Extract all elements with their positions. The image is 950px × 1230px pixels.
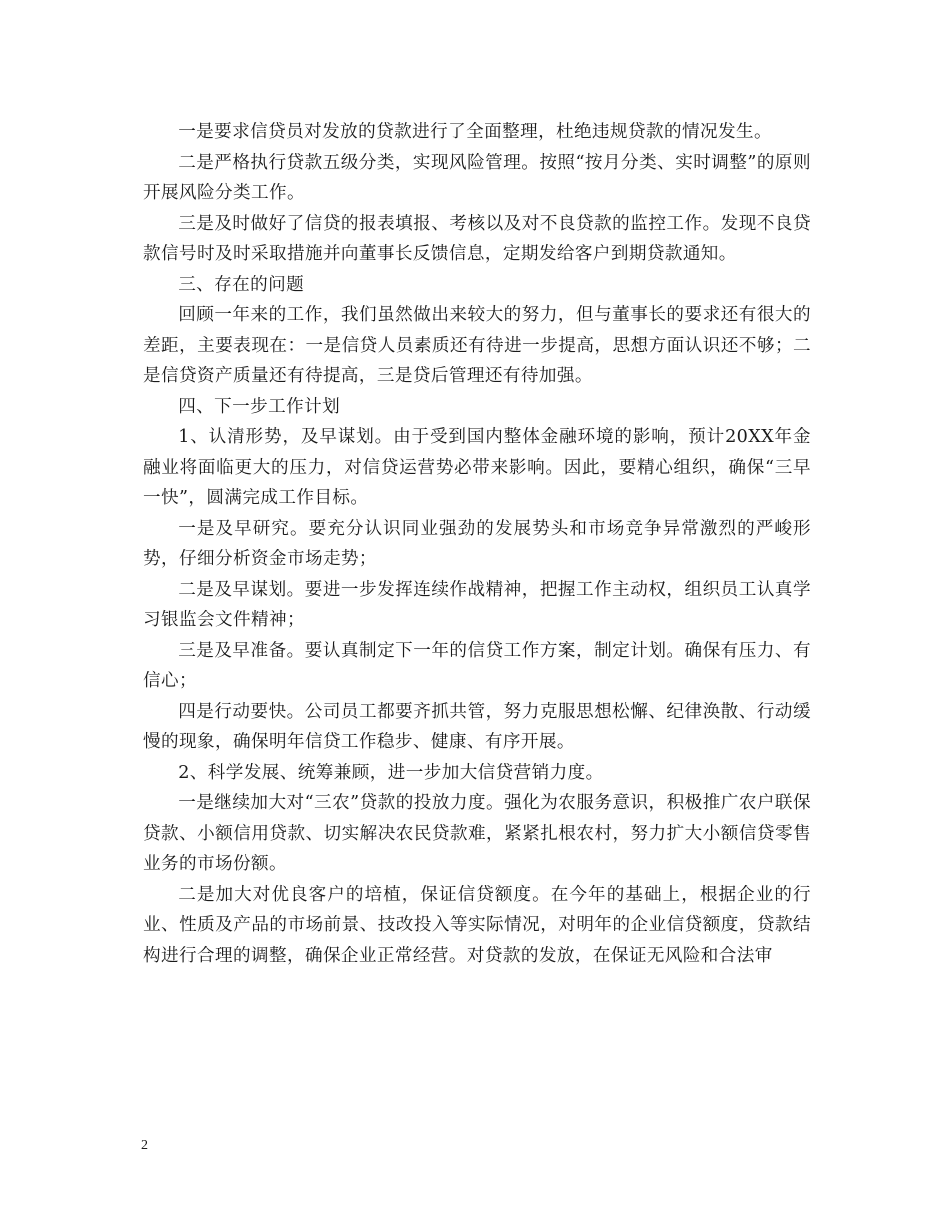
paragraph-14: 二是加大对优良客户的培植，保证信贷额度。在今年的基础上，根据企业的行业、性质及产品的市场前景、技改投入等实际情况，对明年的企业信贷额度，贷款结构进行合理的调整，确保企业正常经营。对贷款的发放，在保证无风险和合法审 [143,884,811,966]
page-number: 2 [141,1138,148,1153]
section-heading-next-plan: 四、下一步工作计划 [178,396,341,417]
paragraph-11: 四是行动要快。公司员工都要齐抓共管，努力克服思想松懈、纪律涣散、行动缓慢的现象，确保明年信贷工作稳步、健康、有序开展。 [143,701,811,752]
paragraph-3: 三是及时做好了信贷的报表填报、考核以及对不良贷款的监控工作。发现不良贷款信号时及时采取措施并向董事长反馈信息，定期发给客户到期贷款通知。 [143,213,811,264]
body-text [143,117,811,971]
paragraph-5: 回顾一年来的工作，我们虽然做出来较大的努力，但与董事长的要求还有很大的差距，主要表现在：一是信贷人员素质还有待进一步提高，思想方面认识还不够；二是信贷资产质量还有待提高，三是贷后管理还有待加强。 [143,305,811,386]
section-heading-problems: 三、存在的问题 [178,274,305,295]
paragraph-10: 三是及早准备。要认真制定下一年的信贷工作方案，制定计划。确保有压力、有信心； [143,640,811,691]
paragraph-9: 二是及早谋划。要进一步发挥连续作战精神，把握工作主动权，组织员工认真学习银监会文件精神； [143,579,811,630]
paragraph-7: 1、认清形势，及早谋划。由于受到国内整体金融环境的影响，预计20XX年金融业将面临更大的压力，对信贷运营势必带来影响。因此，要精心组织，确保“三早一快”，圆满完成工作目标。 [143,427,811,508]
paragraph-12: 2、科学发展、统筹兼顾，进一步加大信贷营销力度。 [178,762,604,783]
paragraph-2: 二是严格执行贷款五级分类，实现风险管理。按照“按月分类、实时调整”的原则开展风险分类工作。 [143,152,811,203]
paragraph-1: 一是要求信贷员对发放的贷款进行了全面整理，杜绝违规贷款的情况发生。 [178,122,772,142]
paragraph-8: 一是及早研究。要充分认识同业强劲的发展势头和市场竞争异常激烈的严峻形势，仔细分析资金市场走势； [143,518,811,569]
paragraph-13: 一是继续加大对“三农”贷款的投放力度。强化为农服务意识，积极推广农户联保贷款、小额信用贷款、切实解决农民贷款难，紧紧扎根农村，努力扩大小额信贷零售业务的市场份额。 [143,793,811,874]
